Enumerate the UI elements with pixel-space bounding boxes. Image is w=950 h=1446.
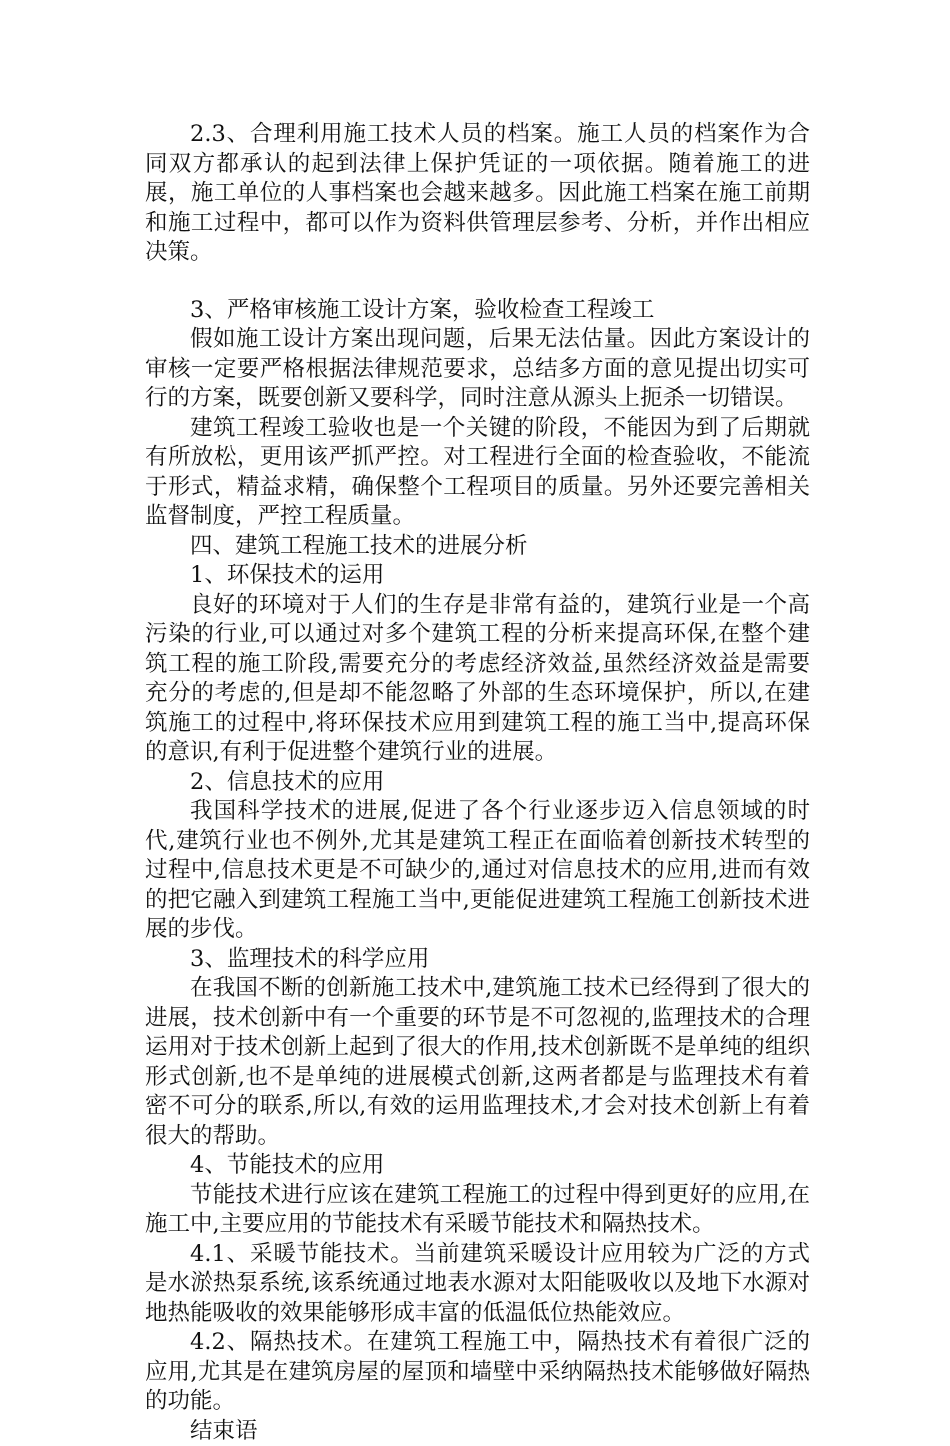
heading-4-1: 1、环保技术的运用: [145, 561, 810, 591]
heading-conclusion: 结束语: [145, 1417, 810, 1446]
paragraph-4-4-2: 4.2、隔热技术。在建筑工程施工中，隔热技术有着很广泛的应用,尤其是在建筑房屋的屋顶和墙壁中采纳隔热技术能够做好隔热的功能。: [145, 1328, 810, 1417]
paragraph-4-4-1: 4.1、采暖节能技术。当前建筑采暖设计应用较为广泛的方式是水淤热泵系统,该系统通过地表水源对太阳能吸收以及地下水源对地热能吸收的效果能够形成丰富的低温低位热能效应。: [145, 1240, 810, 1329]
heading-4-2: 2、信息技术的应用: [145, 768, 810, 798]
paragraph-4-1: 良好的环境对于人们的生存是非常有益的，建筑行业是一个高污染的行业,可以通过对多个建筑工程的分析来提高环保,在整个建筑工程的施工阶段,需要充分的考虑经济效益,虽然经济效益是需要充分的考虑的,但是却不能忽略了外部的生态环境保护，所以,在建筑施工的过程中,将环保技术应用到建筑工程的施工当中,提高环保的意识,有利于促进整个建筑行业的进展。: [145, 591, 810, 768]
paragraph-gap: [145, 268, 810, 296]
heading-4-3: 3、监理技术的科学应用: [145, 945, 810, 975]
heading-section-4: 四、建筑工程施工技术的进展分析: [145, 532, 810, 562]
paragraph-acceptance: 建筑工程竣工验收也是一个关键的阶段，不能因为到了后期就有所放松，更用该严抓严控。对工程进行全面的检查验收，不能流于形式，精益求精，确保整个工程项目的质量。另外还要完善相关监督制度，严控工程质量。: [145, 414, 810, 532]
paragraph-4-3: 在我国不断的创新施工技术中,建筑施工技术已经得到了很大的进展，技术创新中有一个重要的环节是不可忽视的,监理技术的合理运用对于技术创新上起到了很大的作用,技术创新既不是单纯的组织形式创新,也不是单纯的进展模式创新,这两者都是与监理技术有着密不可分的联系,所以,有效的运用监理技术,才会对技术创新上有着很大的帮助。: [145, 974, 810, 1151]
heading-section-3: 3、严格审核施工设计方案，验收检查工程竣工: [145, 296, 810, 326]
paragraph-4-4: 节能技术进行应该在建筑工程施工的过程中得到更好的应用,在施工中,主要应用的节能技术有采暖节能技术和隔热技术。: [145, 1181, 810, 1240]
heading-4-4: 4、节能技术的应用: [145, 1151, 810, 1181]
paragraph-2-3: 2.3、合理利用施工技术人员的档案。施工人员的档案作为合同双方都承认的起到法律上保护凭证的一项依据。随着施工的进展，施工单位的人事档案也会越来越多。因此施工档案在施工前期和施工过程中，都可以作为资料供管理层参考、分析，并作出相应决策。: [145, 120, 810, 268]
paragraph-design-review: 假如施工设计方案出现问题，后果无法估量。因此方案设计的审核一定要严格根据法律规范要求，总结多方面的意见提出切实可行的方案，既要创新又要科学，同时注意从源头上扼杀一切错误。: [145, 325, 810, 414]
document-page: [145, 120, 810, 1446]
paragraph-4-2: 我国科学技术的进展,促进了各个行业逐步迈入信息领域的时代,建筑行业也不例外,尤其是建筑工程正在面临着创新技术转型的过程中,信息技术更是不可缺少的,通过对信息技术的应用,进而有效的把它融入到建筑工程施工当中,更能促进建筑工程施工创新技术进展的步伐。: [145, 797, 810, 945]
